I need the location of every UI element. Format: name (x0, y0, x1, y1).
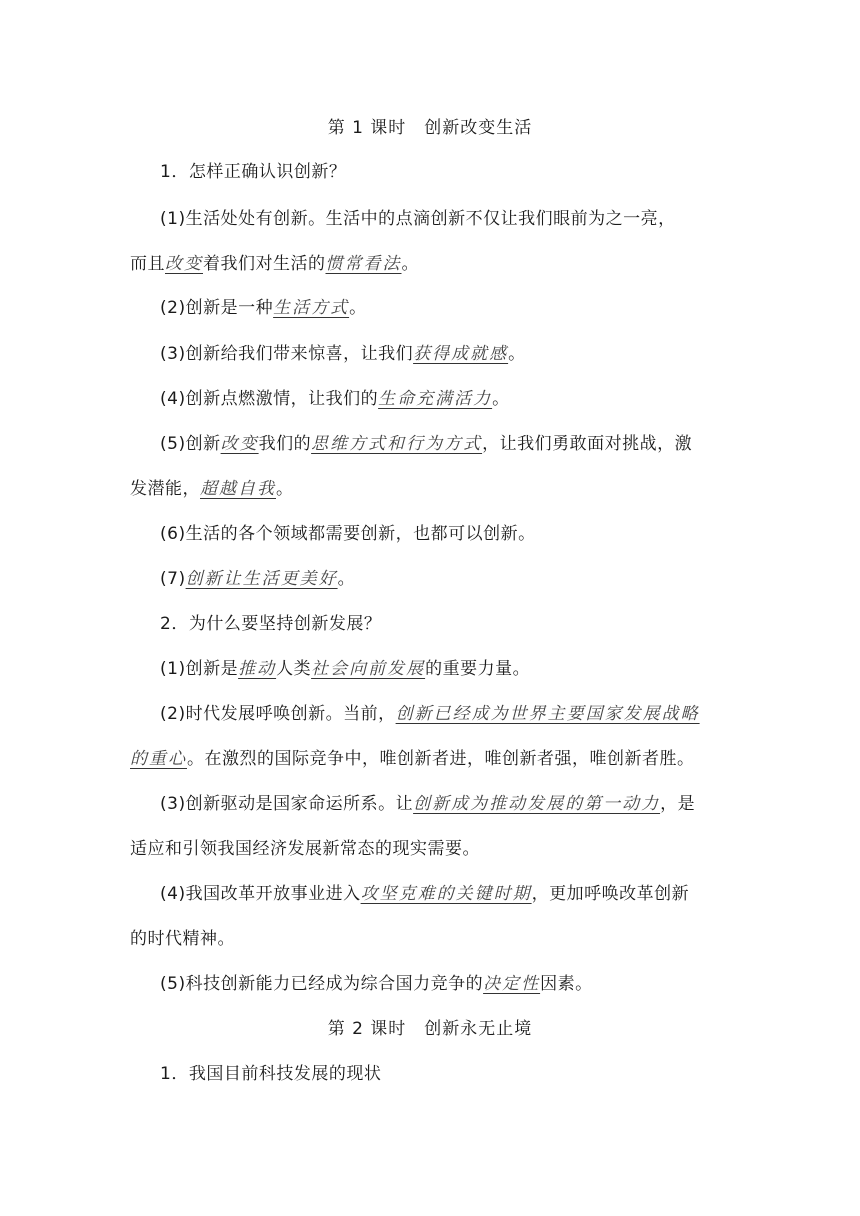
point-6: (6)生活的各个领域都需要创新，也都可以创新。 (160, 524, 536, 544)
reason-1: (1)创新是推动人类社会向前发展的重要力量。 (160, 659, 531, 679)
answer-blank: 生活方式 (273, 298, 350, 318)
answer-blank: 推动 (238, 659, 277, 679)
answer-blank: 生命充满活力 (378, 389, 493, 409)
reason-3-line-2: 适应和引领我国经济发展新常态的现实需要。 (130, 839, 480, 859)
answer-blank: 社会向前发展 (311, 659, 426, 679)
answer-blank: 创新成为推动发展的第一动力 (413, 794, 661, 814)
point-2: (2)创新是一种生活方式。 (160, 298, 367, 318)
point-1-line-1: (1)生活处处有创新。生活中的点滴创新不仅让我们眼前为之一亮， (160, 209, 676, 229)
reason-2-line-2: 的重心。在激烈的国际竞争中，唯创新者进，唯创新者强，唯创新者胜。 (130, 749, 695, 769)
reason-4-line-1: (4)我国改革开放事业进入攻坚克难的关键时期，更加呼唤改革创新 (160, 884, 690, 904)
answer-blank: 攻坚克难的关键时期 (360, 884, 532, 904)
reason-4-line-2: 的时代精神。 (130, 929, 235, 949)
reason-5: (5)科技创新能力已经成为综合国力竞争的决定性因素。 (160, 974, 593, 994)
answer-blank: 惯常看法 (325, 254, 402, 274)
answer-blank: 创新让生活更美好 (185, 569, 338, 589)
reason-2-line-1: (2)时代发展呼唤创新。当前，创新已经成为世界主要国家发展战略 (160, 704, 700, 724)
answer-blank: 改变 (220, 434, 259, 454)
answer-blank: 的重心 (130, 749, 187, 769)
answer-blank: 改变 (165, 254, 203, 274)
answer-blank: 创新已经成为世界主要国家发展战略 (395, 704, 700, 724)
point-5-line-2: 发潜能，超越自我。 (130, 479, 294, 499)
answer-blank: 超越自我 (200, 479, 276, 499)
point-1-line-2: 而且改变着我们对生活的惯常看法。 (130, 254, 419, 274)
answer-blank: 获得成就感 (413, 344, 509, 364)
reason-3-line-1: (3)创新驱动是国家命运所系。让创新成为推动发展的第一动力，是 (160, 794, 696, 814)
lesson-2-title: 第 2 课时 创新永无止境 (327, 1019, 533, 1039)
point-4: (4)创新点燃激情，让我们的生命充满活力。 (160, 389, 510, 409)
lesson-2-question-1: 1．我国目前科技发展的现状 (160, 1064, 382, 1084)
lesson-1-title: 第 1 课时 创新改变生活 (327, 118, 533, 138)
point-3: (3)创新给我们带来惊喜，让我们获得成就感。 (160, 344, 526, 364)
answer-blank: 决定性 (483, 974, 541, 994)
question-2: 2．为什么要坚持创新发展？ (160, 614, 382, 634)
point-7: (7)创新让生活更美好。 (160, 569, 356, 589)
question-1: 1．怎样正确认识创新？ (160, 162, 347, 182)
answer-blank: 思维方式和行为方式 (311, 434, 483, 454)
point-5-line-1: (5)创新改变我们的思维方式和行为方式，让我们勇敢面对挑战，激 (160, 434, 693, 454)
